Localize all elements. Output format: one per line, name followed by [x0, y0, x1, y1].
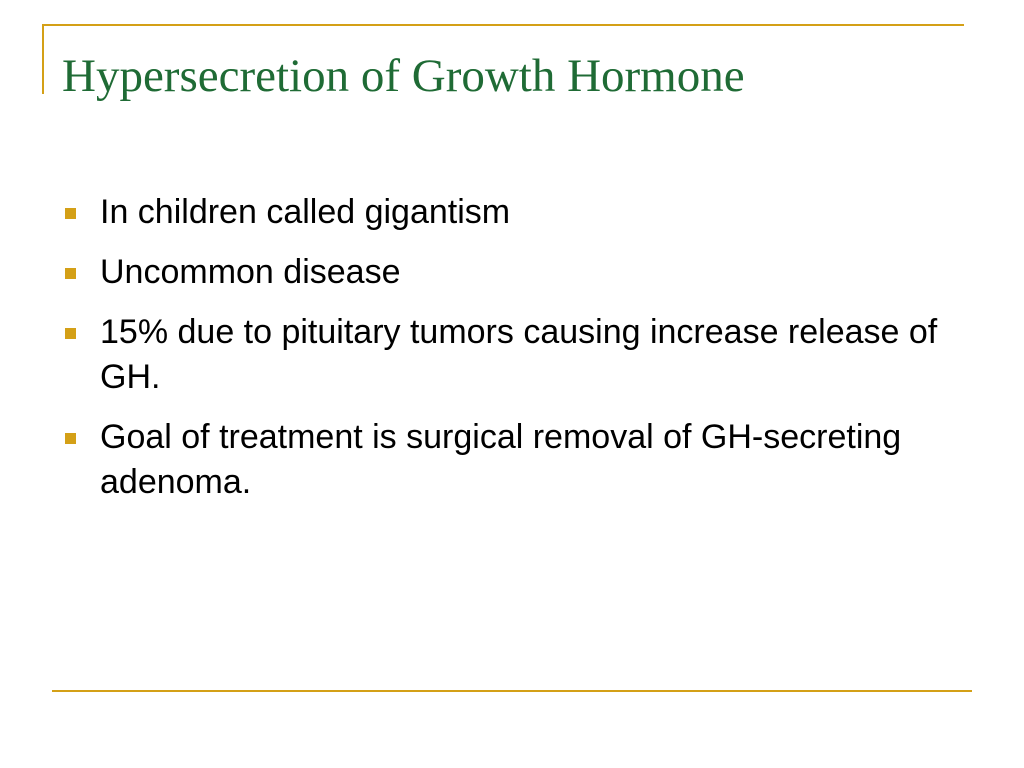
bullet-item — [64, 310, 974, 400]
bullet-text: 15% due to pituitary tumors causing increase release of GH. — [100, 313, 938, 396]
square-bullet-icon — [65, 328, 76, 339]
square-bullet-icon — [65, 208, 76, 219]
bullet-text: Goal of treatment is surgical removal of GH-secreting adenoma. — [100, 418, 902, 501]
bullet-item — [64, 190, 974, 235]
square-bullet-icon — [65, 433, 76, 444]
bullet-list — [64, 190, 974, 520]
bullet-item — [64, 415, 974, 505]
bullet-text: In children called gigantism — [100, 193, 511, 231]
footer-rule — [52, 690, 972, 692]
bullet-text: Uncommon disease — [100, 253, 401, 291]
frame-top-rule — [42, 24, 964, 26]
square-bullet-icon — [65, 268, 76, 279]
frame-left-rule — [42, 24, 44, 94]
slide-title: Hypersecretion of Growth Hormone — [62, 50, 745, 102]
bullet-item — [64, 250, 974, 295]
